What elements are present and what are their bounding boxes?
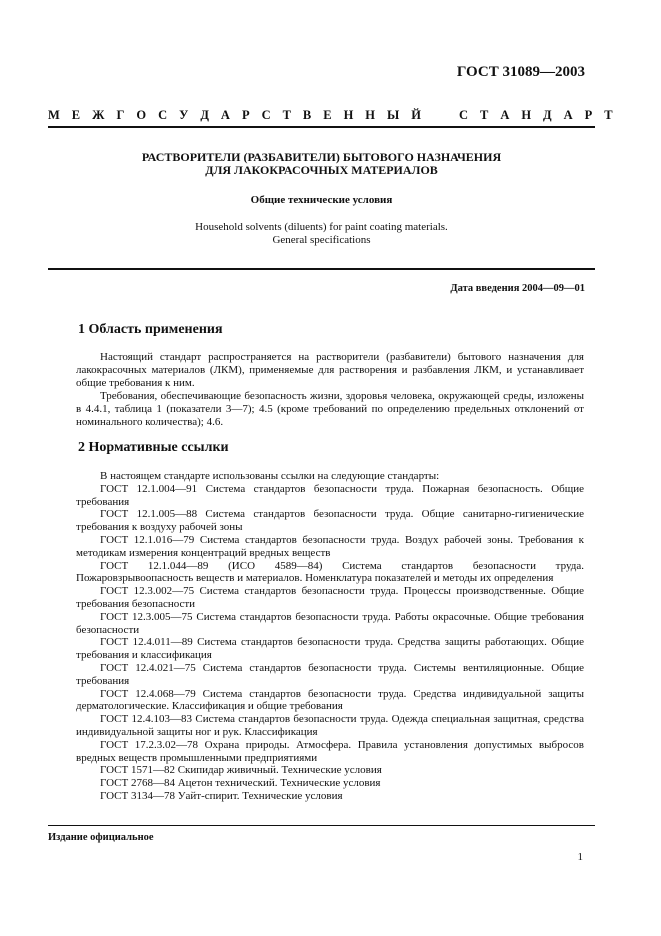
- reference-item: ГОСТ 12.1.016—79 Система стандартов безопасности труда. Воздух рабочей зоны. Требования к методикам измерения концентраций вредных веществ: [76, 533, 584, 559]
- standard-type-letter: У: [179, 108, 189, 122]
- standard-type-letter: М: [48, 108, 60, 122]
- english-title: [48, 221, 595, 247]
- reference-item: ГОСТ 12.4.011—89 Система стандартов безопасности труда. Средства защиты работающих. Общие требования и классификация: [76, 636, 584, 662]
- standard-type-letter: Н: [343, 108, 354, 122]
- reference-item: ГОСТ 12.4.021—75 Система стандартов безопасности труда. Системы вентиляционные. Общие требования: [76, 661, 584, 687]
- normative-references: [76, 470, 584, 803]
- standard-type-letter: С: [261, 108, 271, 122]
- standard-type-letter: С: [158, 108, 168, 122]
- title-rule: [48, 268, 595, 270]
- document-code: ГОСТ 31089—2003: [456, 64, 585, 80]
- standard-type-letter: А: [563, 108, 573, 122]
- standard-type-letter: Ж: [92, 108, 105, 122]
- section-1-paragraph-2: Требования, обеспечивающие безопасность жизни, здоровья человека, окружающей среды, изложены в 4.4.1, таблица 1 (показатели 3—7); 4.5 (кроме требований по определению предельных отклонений от номинального количества); 4.6.: [76, 390, 584, 428]
- reference-item: ГОСТ 12.4.103—83 Система стандартов безопасности труда. Одежда специальная защитная, средства индивидуальной защиты ног и рук. Классификация: [76, 713, 584, 738]
- standard-type-letter: Е: [323, 108, 332, 122]
- standard-type-letter: Р: [241, 108, 250, 122]
- standard-type-letter: О: [136, 108, 147, 122]
- english-title-line-2: General specifications: [272, 234, 371, 246]
- standard-type-letter: Т: [604, 108, 613, 122]
- standard-type-letter: Т: [282, 108, 291, 122]
- reference-item: ГОСТ 3134—78 Уайт-спирит. Технические условия: [100, 789, 343, 802]
- standard-type-letter: Д: [200, 108, 209, 122]
- standard-type-letter: Е: [71, 108, 81, 122]
- standard-type-letter: Н: [365, 108, 376, 122]
- standard-type-letter: Й: [411, 108, 421, 122]
- standard-type-letter: Н: [521, 108, 532, 122]
- reference-item: ГОСТ 12.3.005—75 Система стандартов безопасности труда. Работы окрасочные. Общие требования безопасности: [76, 610, 584, 636]
- standard-type-letter: В: [302, 108, 312, 122]
- top-rule: [48, 126, 595, 128]
- title-line-2: ДЛЯ ЛАКОКРАСОЧНЫХ МАТЕРИАЛОВ: [205, 163, 438, 177]
- standard-type-letter: Р: [584, 108, 593, 122]
- reference-item: ГОСТ 12.1.005—88 Система стандартов безопасности труда. Общие санитарно-гигиенические требования к воздуху рабочей зоны: [76, 508, 584, 534]
- title-line-1: РАСТВОРИТЕЛИ (РАЗБАВИТЕЛИ) БЫТОВОГО НАЗНАЧЕНИЯ: [141, 150, 502, 164]
- standard-type-letter: С: [458, 108, 468, 122]
- reference-item: ГОСТ 12.3.002—75 Система стандартов безопасности труда. Процессы производственные. Общие требования безопасности: [76, 585, 584, 610]
- document-subtitle: Общие технические условия: [250, 194, 393, 206]
- page-number: 1: [577, 851, 583, 863]
- document-title: [48, 151, 595, 177]
- section-1-paragraph-1: Настоящий стандарт распространяется на растворители (разбавители) бытового назначения для лакокрасочных материалов (ЛКМ), применяемые для растворения и разбавления ЛКМ, и устанавливает общие требования к ним.: [76, 351, 584, 389]
- reference-item: ГОСТ 12.1.044—89 (ИСО 4589—84) Система стандартов безопасности труда. Пожаровзрывоопасность веществ и материалов. Номенклатура показателей и методы их определения: [76, 559, 584, 585]
- word-gap: [433, 108, 447, 123]
- standard-type-letter: Ы: [387, 108, 400, 122]
- reference-item: ГОСТ 12.1.004—91 Система стандартов безопасности труда. Пожарная безопасность. Общие требования: [76, 482, 584, 508]
- standard-type-letter: А: [220, 108, 230, 122]
- section-1-heading: 1 Область применения: [78, 322, 223, 337]
- introduction-date: Дата введения 2004—09—01: [450, 283, 585, 294]
- section-2-heading: 2 Нормативные ссылки: [78, 440, 229, 455]
- standard-type-letter: Т: [479, 108, 489, 122]
- reference-item: ГОСТ 2768—84 Ацетон технический. Технические условия: [100, 777, 381, 790]
- standard-type-letter: Г: [116, 108, 125, 122]
- references-intro: В настоящем стандарте использованы ссылки на следующие стандарты:: [100, 470, 440, 482]
- reference-item: ГОСТ 17.2.3.02—78 Охрана природы. Атмосфера. Правила установления допустимых выбросов вредных веществ промышленными предприятиями: [76, 738, 584, 764]
- reference-item: ГОСТ 1571—82 Скипидар живичный. Технические условия: [100, 764, 382, 777]
- standard-type-letter: Д: [543, 108, 552, 122]
- footer-rule: [48, 825, 595, 826]
- english-title-line-1: Household solvents (diluents) for paint coating materials.: [195, 221, 448, 233]
- standard-type-heading: [48, 108, 613, 123]
- reference-item: ГОСТ 12.4.068—79 Система стандартов безопасности труда. Средства индивидуальной защиты дерматологические. Классификация и общие требования: [76, 687, 584, 713]
- edition-label: Издание официальное: [48, 832, 154, 843]
- standard-type-letter: А: [500, 108, 510, 122]
